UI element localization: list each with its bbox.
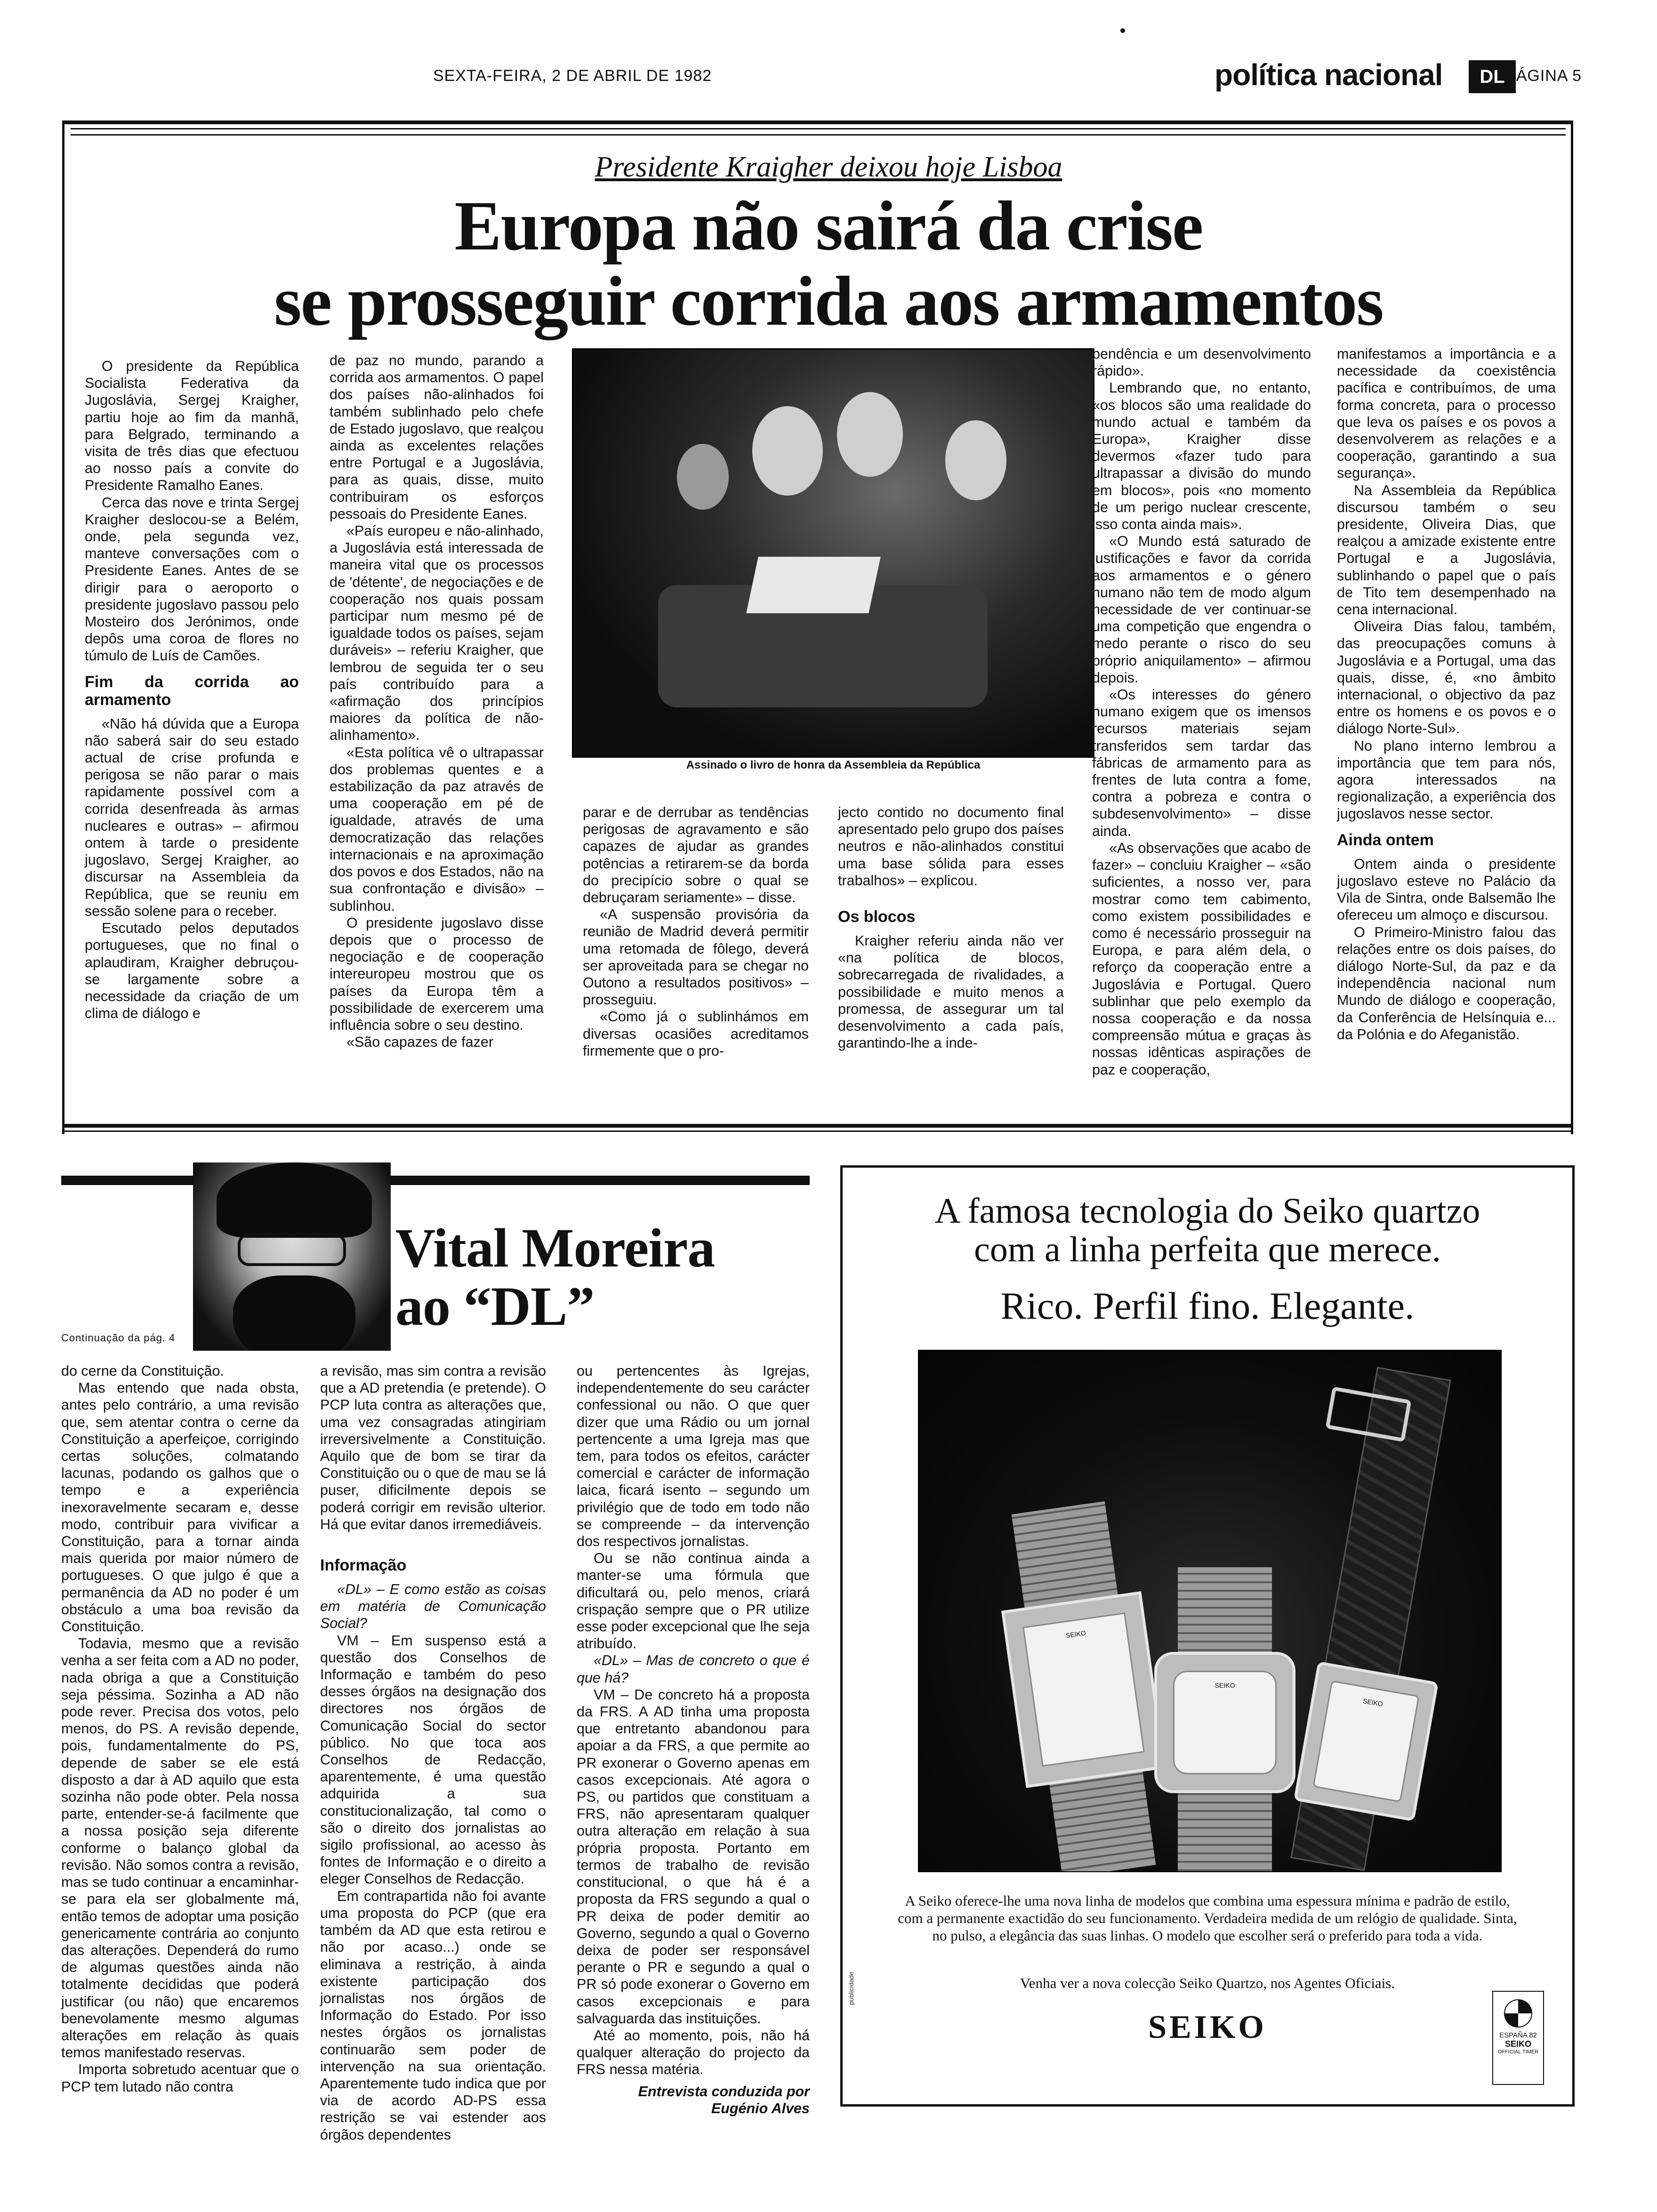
article-bottom-rule-thin: [62, 1130, 1573, 1132]
espana-82-emblem: [1492, 1991, 1544, 2085]
subheading: Fim da corrida ao armamento: [85, 673, 299, 709]
ad-credit: publicidade: [847, 1972, 855, 2005]
subheading: Os blocos: [838, 908, 916, 926]
paragraph: O presidente da República Socialista Federativa da Jugoslávia, Sergej Kraigher, partiu hoje ao fim da manhã, para Belgrado, terminando a visita de três dias que efectuou ao nosso país a convite do Presidente Ramalho Eanes.: [85, 358, 299, 494]
article2-column-1: [61, 1362, 299, 2095]
article2-column-2: [320, 1362, 546, 2143]
portrait-glasses: [238, 1233, 346, 1266]
paragraph: de paz no mundo, parando a corrida aos armamentos. O papel dos países não-alinhados foi também sublinhado pelo chefe de Estado jugoslavo, que realçou ainda as excelentes relações entre Portugal e a Jugoslávia, para as quais, disse, muito contribuiram os esforços pessoais do Presidente Eanes.: [330, 353, 544, 522]
paragraph: a revisão, mas sim contra a revisão que a AD pretendia (e pretende). O PCP luta contra as alterações que, uma vez consagradas atingiriam irreversivelmente a Constituição. Aquilo que de bom se tirar da Constituição ou o que de mau se lá puser, dificilmente depois se poderá corrigir em revisão ulterior. Há que evitar danos irremediáveis.: [320, 1363, 546, 1532]
photo-book: [746, 557, 881, 613]
paragraph: do cerne da Constituição.: [61, 1363, 224, 1379]
paragraph: «A suspensão provisória da reunião de Madrid deverá permitir uma retomada de fôlego, deverá ser aproveitada para se chegar no Outono a resultados positivos» – prosseguiu.: [583, 906, 809, 1008]
photo-caption: Assinado o livro de honra da Assembleia da República: [686, 759, 981, 771]
paragraph: Em contrapartida não foi avante uma proposta do PCP (que era também da AD que esta retirou e não por acaso...) onde se eliminava a restrição, à ainda existente participação dos jornalistas nos órgãos de Informação do Estado. Por isso nestes órgãos os jornalistas continuarão sem poder de intervenção na sua orientação. Aparentemente tudo indica que por via de acordo AD-PS essa restrição se vai estender aos órgãos dependentes: [320, 1888, 546, 2143]
question: «DL» – E como estão as coisas em matéria de Comunicação Social?: [320, 1581, 546, 1632]
photo-figure: [837, 392, 903, 477]
paragraph: Kraigher referiu ainda não ver «na política de blocos, sobrecarregada de rivalidades, a possibilidade e muito menos a promessa, de assegurar um tal desenvolvimento a cada país, garantindo-lhe a inde-: [838, 933, 1064, 1051]
seiko-watches-photo: [918, 1350, 1502, 1872]
headline-line-2: se prosseguir corrida aos armamentos: [274, 262, 1383, 340]
paragraph: ou pertencentes às Igrejas, independentemente do seu carácter confessional ou não. O que quer dizer que uma Rádio ou um jornal pertencente a uma Igreja mas que tem, para todos os efeitos, carácter comercial e carácter de informação laica, ficará isento – segundo um privilégio que de todo em todo não se compreende – da intervenção dos respectivos jornalistas.: [577, 1363, 810, 1550]
question: «DL» – Mas de concreto o que é que há?: [577, 1652, 810, 1686]
paragraph: «Como já o sublinhámos em diversas ocasiões acreditamos firmemente que o pro-: [583, 1009, 809, 1059]
paragraph: O presidente jugoslavo disse depois que o processo de negociação e de cooperação intereuropeu mostrou que os países da Europa têm a possibilidade de exercerem uma influência sobre o seu destino.: [330, 914, 544, 1033]
subheading: Informação: [320, 1556, 407, 1575]
photo-figure: [752, 406, 823, 496]
paragraph: Importa sobretudo acentuar que o PCP tem lutado não contra: [61, 2061, 299, 2095]
photo-figure: [677, 444, 729, 510]
article2-column-3: [577, 1362, 810, 2117]
article-headline: [0, 188, 1657, 339]
paragraph: Oliveira Dias falou, também, das preocupações comuns à Jugoslávia e a Portugal, uma das quais, disse, é, «no âmbito internacional, o objectivo da paz entre os homens e os povos e o diálogo Norte-Sul».: [1337, 618, 1556, 737]
ad-body-text: A Seiko oferece-lhe uma nova linha de modelos que combina uma espessura mínima e padrão de estilo, com a permanente exactidão do seu funcionamento. Verdadeira medida de um relógio de qualidade. Sinta, no pulso, a elegância das suas linhas. O modelo que escolher será o preferido para toda a vida.: [898, 1892, 1517, 1944]
paragraph: «Os interesses do género humano exigem que os imensos recursos materiais sejam transferidos sem tardar das fábricas de armamento para as frentes de luta contra a fome, contra a pobreza e contra o subdesenvolvimento» – disse ainda.: [1092, 687, 1311, 839]
print-dot: [1120, 28, 1125, 33]
byline: [577, 2083, 810, 2117]
emblem-event: ESPAÑA 82: [1499, 2031, 1537, 2039]
paragraph: jecto contido no documento final apresentado pelo grupo dos países neutros e não-alinhados constitui uma base sólida para esses trabalhos» – explicou.: [838, 804, 1064, 889]
headline-line-1: Europa não sairá da crise: [454, 187, 1203, 265]
paragraph: Escutado pelos deputados portugueses, que no final o aplaudiram, Kraigher debruçou-se largamente sobre a necessidade da criação de um clima de diálogo e: [85, 920, 299, 1022]
paragraph: Lembrando que, no entanto, «os blocos são uma realidade do mundo actual e também da Europa», Kraigher disse devermos «fazer tudo para ultrapassar a divisão do mundo em blocos», pois «no momento de um perigo nuclear crescente, isso conta ainda mais».: [1092, 380, 1311, 533]
masthead: [61, 60, 1582, 93]
paragraph: Cerca das nove e trinta Sergej Kraigher deslocou-se a Belém, onde, pela segunda vez, manteve conversações com o Presidente Eanes. Antes de se dirigir para o aeroporto o presidente jugoslavo passou pelo Mosteiro dos Jerónimos, onde depôs uma coroa de flores no túmulo de Luís de Camões.: [85, 494, 299, 664]
article1-column-5: [1092, 345, 1311, 1078]
paragraph: parar e de derrubar as tendências perigosas de agravamento e são capazes de ajudar as grandes potências a retirarem-se da borda do precipício sobre o qual se debruçaram seriamente» – disse.: [583, 804, 809, 906]
paragraph: Na Assembleia da República discursou também o seu presidente, Oliveira Dias, que realçou a amizade existente entre Portugal e a Jugoslávia, sublinhando o papel que o país de Tito tem desempenhado na cena internacional.: [1337, 482, 1556, 618]
vital-moreira-portrait: [193, 1162, 391, 1351]
article-bottom-rule: [62, 1124, 1573, 1128]
ad-call-to-action: Venha ver a nova colecção Seiko Quartzo, nos Agentes Oficiais.: [1020, 1975, 1395, 1991]
paragraph: Todavia, mesmo que a revisão venha a ser feita com a AD no poder, nada obriga a que a Constituição seja péssima. Sozinha a AD não pode rever. Precisa dos votos, pelo menos, do PS. A revisão depende, pois, fundamentalmente do PS, depende de saber se ele está disposto a dar à AD aquilo que esta sozinha não pode obter. Pela nossa parte, entender-se-á facilmente que a nossa posição seja diferente conforme o balanço global da revisão. Não somos contra a revisão, mas se tudo continuar a encaminhar-se para ela ser globalmente má, então temos de adoptar uma posição genericamente contrária ao conjunto das alterações. Dependerá do rumo de algumas questões ainda não totalmente decididas que poderá justificar (ou não) que encaremos benevolamente mesmo algumas alterações em relação às quais temos manifestado reservas.: [61, 1635, 299, 2061]
article1-column-6: [1337, 345, 1556, 1043]
watch-dial: SEIKO: [1022, 1612, 1145, 1767]
paragraph: Até ao momento, pois, não há qualquer alteração do projecto da FRS nessa matéria.: [577, 2027, 810, 2078]
paragraph: «O Mundo está saturado de justificações e favor da corrida aos armamentos e o género humano não tem de modo algum necessidade de ver continuar-se uma competição que engendra o medo perante o risco do seu próprio aniquilamento» – afirmou depois.: [1092, 533, 1311, 686]
watch-dial: SEIKO: [1312, 1680, 1419, 1802]
paragraph: «Não há dúvida que a Europa não saberá sair do seu estado actual de crise profunda e perigosa se não parar o mais rapidamente possível com a corrida desenfreada às armas nucleares e outras» – afirmou ontem à tarde o presidente jugoslavo, Sergej Kraigher, ao discursar na Assembleia da República, que se reuniu em sessão solene para o receber.: [85, 715, 299, 919]
continued-from-note: Continuação da pág. 4: [61, 1332, 176, 1344]
article1-column-3: [583, 804, 809, 1059]
byline-author: Eugénio Alves: [711, 2100, 810, 2116]
article-top-double-rule: [71, 128, 1566, 136]
article1-column-2: [330, 352, 544, 1050]
article-kicker: Presidente Kraigher deixou hoje Lisboa: [595, 151, 1062, 183]
paragraph: «As observações que acabo de fazer» – concluiu Kraigher – «são suficientes, a nosso ver, para mostrar como tem cabimento, como existem possibilidades e como é necessário prosseguir na Europa, e para além dela, o reforço da cooperação entre a Jugoslávia e Portugal. Quero sublinhar que pelo exemplo da nossa cooperação e da nossa compreensão mútua e graças às nossas idênticas aspirações de paz e cooperação,: [1092, 840, 1311, 1078]
paragraph: pendência e um desenvolvimento rápido».: [1092, 346, 1311, 379]
article1-column-4: [838, 804, 1064, 1051]
page-number: PÁGINA 5: [1505, 67, 1582, 85]
ad-headline-line-2: com a linha perfeita que merece.: [974, 1230, 1441, 1269]
football-icon: [1504, 1999, 1532, 2028]
photo-figure: [945, 420, 1006, 500]
emblem-official-timer: OFFICIAL TIMER: [1497, 2049, 1539, 2055]
paragraph: «País europeu e não-alinhado, a Jugoslávia está interessada de maneira vital que os processos de 'détente', de negociações e de cooperação nos quais possam participar num mesmo pé de igualdade todos os países, sejam duráveis» – referiu Kraigher, que lembrou de seguida ter o seu país contribuído para a «afirmação dos princípios maiores da política de não-alinhamento».: [330, 523, 544, 744]
newspaper-logo: DL: [1469, 60, 1516, 93]
interview-title: [395, 1219, 715, 1336]
section-title: política nacional: [1215, 58, 1443, 92]
paragraph: VM – De concreto há a proposta da FRS. A AD tinha uma proposta que entretanto abandonou para apoiar a da FRS, a que permite ao PR exonerar o Governo apenas em casos excepcionais. Até agora o PS, ou partidos que constituam a FRS, não apresentaram qualquer outra alteração em relação à sua própria proposta. Portanto em termos de trabalho de revisão constitucional, o que há é a proposta da FRS segundo a qual o PR deixa de poder demitir ao Governo, segundo a qual o Governo deixa de poder ser responsável perante o PR e segundo a qual o PR só pode exonerar o Governo em casos excepcionais e para salvaguarda das instituições.: [577, 1686, 810, 2027]
seiko-logo: SEIKO: [1148, 2009, 1267, 2045]
interview-top-bar: [61, 1176, 810, 1185]
paragraph: «Esta política vê o ultrapassar dos problemas quentes e a estabilização da paz através de uma cooperação em pé de igualdade, através de uma democratização das relações internacionais e na aproximação dos povos e dos Estados, não na sua confrontação e divisão» – sublinhou.: [330, 744, 544, 914]
paragraph: VM – Em suspenso está a questão dos Conselhos de Informação e também do peso desses órgãos na designação dos directores nos órgãos de Comunicação Social do sector público. No que toca aos Conselhos de Redacção, aparentemente, é uma questão adquirida a sua constitucionalização, tal como o são o direito dos jornalistas ao sigilo profissional, ao acesso às fontes de Informação e o direito a eleger Conselhos de Redacção.: [320, 1632, 546, 1887]
paragraph: «São capazes de fazer: [346, 1034, 493, 1050]
paragraph: No plano interno lembrou a importância que tem para nós, agora interessados na regionalização, a experiência dos jugoslavos nesse sector.: [1337, 737, 1556, 822]
paragraph: Ontem ainda o presidente jugoslavo esteve no Palácio da Vila de Sintra, onde Balsemão lhe ofereceu um almoço e discursou.: [1337, 856, 1556, 923]
ad-tagline: Rico. Perfil fino. Elegante.: [1000, 1284, 1415, 1327]
ad-headline: [840, 1192, 1575, 1269]
portrait-beard: [233, 1275, 355, 1351]
paragraph: manifestamos a importância e a necessidade da coexistência pacífica e contribuímos, de uma forma concreta, para o processo que leva os países e os povos a desenvolverem as relações e a cooperação, garantindo a sua segurança».: [1337, 346, 1556, 481]
interview-title-line-1: Vital Moreira: [395, 1217, 715, 1279]
subheading: Ainda ontem: [1337, 831, 1434, 849]
interview-title-line-2: ao “DL”: [395, 1275, 595, 1337]
article1-column-1: [85, 358, 299, 1022]
portrait-hair: [217, 1162, 372, 1238]
signing-photo: [572, 348, 1094, 758]
paragraph: O Primeiro-Ministro falou das relações entre os dois países, do diálogo Norte-Sul, da paz e da independência nacional num Mundo de diálogo e cooperação, da Conferência de Helsínquia e... da Polónia e do Afeganistão.: [1337, 924, 1556, 1042]
watch-dial: SEIKO: [1173, 1671, 1277, 1774]
ad-headline-line-1: A famosa tecnologia do Seiko quartzo: [934, 1191, 1480, 1231]
paragraph: Mas entendo que nada obsta, antes pelo contrário, a uma revisão que, sem atentar contra o cerne da Constituição a aperfeiçoe, corrigindo certas soluções, colmatando lacunas, podando os galhos que o tempo e a experiência inexoravelmente secaram e, desse modo, contribuir para vivificar a Constituição, para a tornar ainda mais querida por maior número de portugueses. O que julgo é que a permanência da AD no poder é um obstáculo a uma boa revisão da Constituição.: [61, 1380, 299, 1635]
issue-date: SEXTA-FEIRA, 2 DE ABRIL DE 1982: [433, 67, 712, 85]
paragraph: Ou se não continua ainda a manter-se uma fórmula que dificultará ou, pelo menos, criará crispação sempre que o PR utilize esse poder excepcional que lhe seja atribuído.: [577, 1550, 810, 1652]
emblem-brand: SEIKO: [1504, 2039, 1531, 2049]
byline-line-1: Entrevista conduzida por: [638, 2083, 810, 2100]
